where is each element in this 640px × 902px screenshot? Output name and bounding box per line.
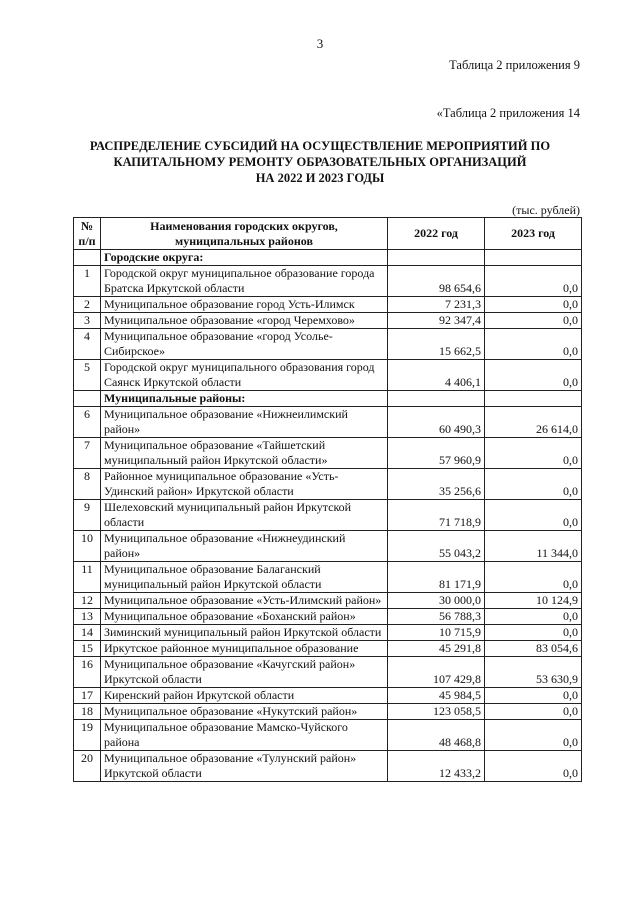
table-row [74,407,582,438]
value-2022: 60 490,3 [388,407,485,438]
row-number: 3 [74,313,101,329]
row-number: 15 [74,641,101,657]
table-row [74,641,582,657]
header-name [101,218,388,250]
header-number [74,218,101,250]
table-reference-line-quoted: «Таблица 2 приложения 14 [436,106,580,120]
title-line: РАСПРЕДЕЛЕНИЕ СУБСИДИЙ НА ОСУЩЕСТВЛЕНИЕ МЕРОПРИЯТИЙ ПО [89,139,551,153]
header-year-2023: 2023 год [485,218,582,250]
value-2023: 0,0 [485,329,582,360]
row-number: 17 [74,688,101,704]
value-2023: 10 124,9 [485,593,582,609]
row-number: 4 [74,329,101,360]
row-number: 8 [74,469,101,500]
value-2023: 0,0 [485,751,582,782]
table-row [74,360,582,391]
units-note: (тыс. рублей) [512,203,580,217]
value-2022: 10 715,9 [388,625,485,641]
table-row [74,562,582,593]
value-2023: 0,0 [485,609,582,625]
value-2022: 123 058,5 [388,704,485,720]
table-row [74,266,582,297]
table-row [74,688,582,704]
value-2022: 55 043,2 [388,531,485,562]
table-row [74,531,582,562]
header-name-line1: Наименования городских округов, [150,218,338,233]
row-name: Муниципальное образование «Качугский район» Иркутской области [101,657,388,688]
table-reference-line: Таблица 2 приложения 9 [449,58,580,72]
table-row [74,593,582,609]
header-name-line2: муниципальных районов [175,233,313,248]
row-name: Муниципальное образование «Нижнеудинский район» [101,531,388,562]
row-number: 5 [74,360,101,391]
section-empty-cell [388,391,485,407]
section-empty-cell [388,250,485,266]
table-row [74,704,582,720]
value-2023: 0,0 [485,500,582,531]
row-number: 18 [74,704,101,720]
row-number: 6 [74,407,101,438]
header-number-line1: № [80,218,94,233]
row-number: 20 [74,751,101,782]
row-name: Муниципальное образование «Тулунский район» Иркутской области [101,751,388,782]
value-2023: 0,0 [485,313,582,329]
value-2023: 0,0 [485,720,582,751]
row-name: Иркутское районное муниципальное образование [101,641,388,657]
row-number: 14 [74,625,101,641]
table-row [74,438,582,469]
table-row [74,469,582,500]
value-2022: 7 231,3 [388,297,485,313]
value-2022: 30 000,0 [388,593,485,609]
value-2022: 35 256,6 [388,469,485,500]
row-number: 12 [74,593,101,609]
value-2023: 0,0 [485,562,582,593]
value-2023: 26 614,0 [485,407,582,438]
value-2023: 0,0 [485,438,582,469]
section-label: Городские округа: [101,250,388,266]
table-row [74,609,582,625]
document-title [60,138,580,186]
value-2023: 11 344,0 [485,531,582,562]
value-2022: 56 788,3 [388,609,485,625]
value-2022: 45 984,5 [388,688,485,704]
title-line: КАПИТАЛЬНОМУ РЕМОНТУ ОБРАЗОВАТЕЛЬНЫХ ОРГАНИЗАЦИЙ [113,155,527,169]
value-2023: 0,0 [485,469,582,500]
row-name: Муниципальное образование «город Усолье-Сибирское» [101,329,388,360]
value-2023: 0,0 [485,297,582,313]
table-row [74,751,582,782]
value-2023: 53 630,9 [485,657,582,688]
row-number: 19 [74,720,101,751]
value-2023: 0,0 [485,704,582,720]
value-2022: 15 662,5 [388,329,485,360]
section-label: Муниципальные районы: [101,391,388,407]
table-row [74,657,582,688]
page-number: 3 [316,36,324,51]
value-2023: 0,0 [485,266,582,297]
row-number: 16 [74,657,101,688]
value-2023: 0,0 [485,625,582,641]
row-name: Городской округ муниципальное образование города Братска Иркутской области [101,266,388,297]
row-name: Киренский район Иркутской области [101,688,388,704]
value-2022: 4 406,1 [388,360,485,391]
section-empty-cell [485,250,582,266]
row-name: Муниципальное образование Мамско-Чуйского района [101,720,388,751]
table-row [74,625,582,641]
row-name: Муниципальное образование «Тайшетский муниципальный район Иркутской области» [101,438,388,469]
value-2022: 92 347,4 [388,313,485,329]
value-2023: 83 054,6 [485,641,582,657]
value-2022: 45 291,8 [388,641,485,657]
value-2022: 48 468,8 [388,720,485,751]
table-body [74,250,582,782]
row-name: Шелеховский муниципальный район Иркутской области [101,500,388,531]
value-2022: 12 433,2 [388,751,485,782]
section-row [74,250,582,266]
value-2023: 0,0 [485,360,582,391]
row-name: Муниципальное образование город Усть-Илимск [101,297,388,313]
table-row [74,720,582,751]
section-number-cell [74,250,101,266]
row-number: 7 [74,438,101,469]
row-name: Муниципальное образование «Боханский район» [101,609,388,625]
value-2022: 71 718,9 [388,500,485,531]
table-row [74,297,582,313]
value-2022: 98 654,6 [388,266,485,297]
row-number: 2 [74,297,101,313]
row-number: 11 [74,562,101,593]
row-number: 9 [74,500,101,531]
table-header-row [74,218,582,250]
row-name: Муниципальное образование «город Черемхово» [101,313,388,329]
value-2023: 0,0 [485,688,582,704]
row-name: Зиминский муниципальный район Иркутской области [101,625,388,641]
value-2022: 107 429,8 [388,657,485,688]
table-row [74,500,582,531]
row-name: Муниципальное образование Балаганский муниципальный район Иркутской области [101,562,388,593]
table-row [74,329,582,360]
value-2022: 57 960,9 [388,438,485,469]
row-name: Муниципальное образование «Нижнеилимский район» [101,407,388,438]
subsidy-table [73,217,582,782]
row-number: 10 [74,531,101,562]
row-number: 1 [74,266,101,297]
row-name: Муниципальное образование «Нукутский район» [101,704,388,720]
row-name: Районное муниципальное образование «Усть-Удинский район» Иркутской области [101,469,388,500]
value-2022: 81 171,9 [388,562,485,593]
title-line: НА 2022 И 2023 ГОДЫ [255,171,385,185]
row-name: Городской округ муниципального образования город Саянск Иркутской области [101,360,388,391]
header-year-2022: 2022 год [388,218,485,250]
row-name: Муниципальное образование «Усть-Илимский район» [101,593,388,609]
section-empty-cell [485,391,582,407]
table-row [74,313,582,329]
section-row [74,391,582,407]
header-number-line2: п/п [78,233,96,248]
row-number: 13 [74,609,101,625]
section-number-cell [74,391,101,407]
